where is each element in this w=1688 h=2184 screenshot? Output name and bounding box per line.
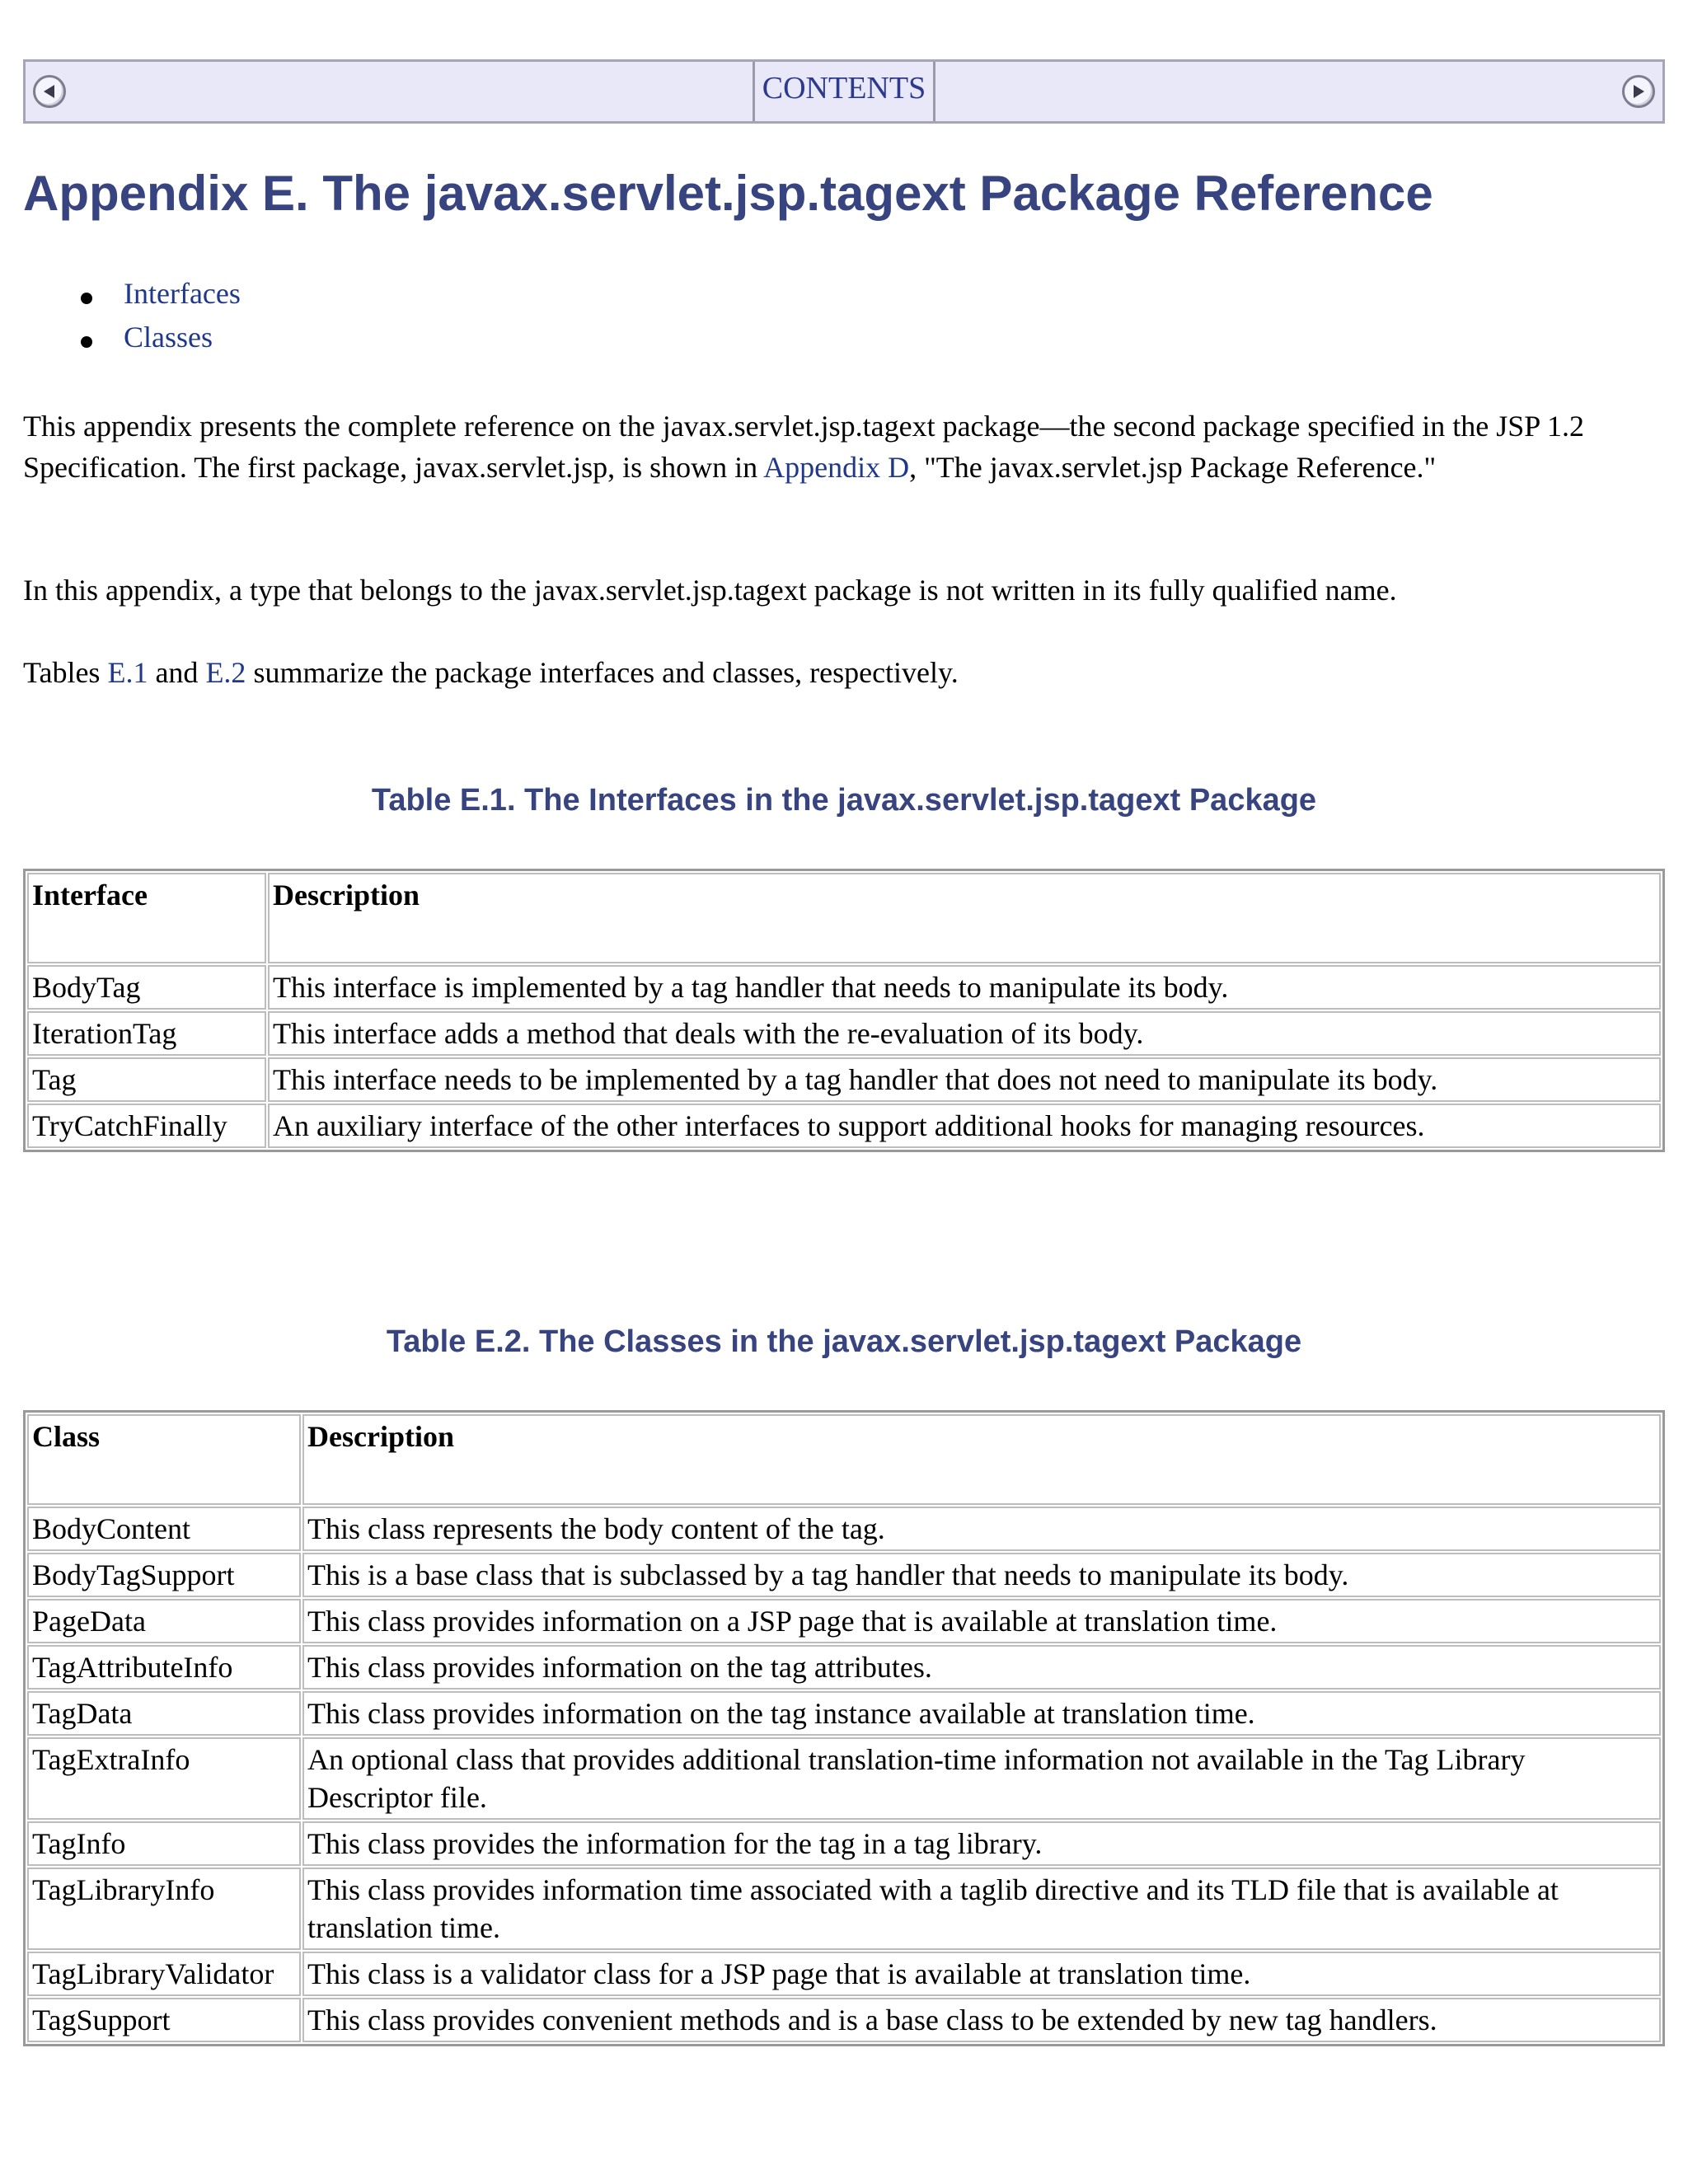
class-name: TagLibraryValidator: [27, 1952, 301, 1996]
table-header-row: [27, 1414, 1661, 1505]
class-description: An optional class that provides additional translation-time information not available in the Tag Library Descriptor file.: [302, 1737, 1661, 1820]
intro-text: Tables: [23, 656, 108, 689]
table-row: [27, 1952, 1661, 1996]
column-header: Interface: [27, 873, 266, 963]
nav-spacer-left: [73, 62, 753, 121]
table-row: [27, 1868, 1661, 1950]
class-description: This class provides the information for the tag in a tag library.: [302, 1821, 1661, 1866]
interface-description: An auxiliary interface of the other interfaces to support additional hooks for managing resources.: [268, 1104, 1661, 1148]
table-row: [27, 965, 1661, 1010]
table-row: [27, 1691, 1661, 1736]
table-row: [27, 1057, 1661, 1102]
toc-item: [82, 272, 241, 316]
class-name: TagSupport: [27, 1998, 301, 2042]
table-row: [27, 1599, 1661, 1643]
class-description: This class is a validator class for a JSP page that is available at translation time.: [302, 1952, 1661, 1996]
intro-paragraph-2: In this appendix, a type that belongs to the javax.servlet.jsp.tagext package is not written in its fully qualified name.: [23, 574, 1397, 607]
class-name: TagAttributeInfo: [27, 1645, 301, 1690]
contents-cell: [753, 62, 935, 121]
page-title: Appendix E. The javax.servlet.jsp.tagext Package Reference: [23, 166, 1433, 221]
table-row: [27, 1645, 1661, 1690]
table-of-contents: [82, 272, 241, 359]
class-name: PageData: [27, 1599, 301, 1643]
table-header-row: [27, 873, 1661, 963]
class-name: BodyTagSupport: [27, 1553, 301, 1597]
interface-description: This interface adds a method that deals with the re-evaluation of its body.: [268, 1011, 1661, 1056]
table-e1-caption: Table E.1. The Interfaces in the javax.servlet.jsp.tagext Package: [371, 783, 1317, 818]
previous-arrow-icon: [33, 75, 66, 108]
appendix-d-link[interactable]: Appendix D: [763, 451, 910, 484]
class-description: This is a base class that is subclassed by a tag handler that needs to manipulate its body.: [302, 1553, 1661, 1597]
class-description: This class provides information on the tag instance available at translation time.: [302, 1691, 1661, 1736]
column-header: Class: [27, 1414, 301, 1505]
class-description: This class provides information time associated with a taglib directive and its TLD file that is available at translation time.: [302, 1868, 1661, 1950]
table-e2-caption: Table E.2. The Classes in the javax.servlet.jsp.tagext Package: [386, 1324, 1302, 1359]
previous-button[interactable]: [26, 62, 73, 121]
table-row: [27, 1104, 1661, 1148]
table-row: [27, 1553, 1661, 1597]
class-name: TagLibraryInfo: [27, 1868, 301, 1950]
toc-link-interfaces[interactable]: Interfaces: [124, 277, 241, 310]
navigation-bar: [23, 59, 1665, 124]
next-button[interactable]: [1615, 62, 1662, 121]
table-e2-link[interactable]: E.2: [205, 656, 246, 689]
class-name: TagData: [27, 1691, 301, 1736]
class-name: TagInfo: [27, 1821, 301, 1866]
intro-text: summarize the package interfaces and classes, respectively.: [246, 656, 959, 689]
intro-text: , "The javax.servlet.jsp Package Reference.": [909, 451, 1437, 484]
interface-name: TryCatchFinally: [27, 1104, 266, 1148]
interface-name: Tag: [27, 1057, 266, 1102]
table-row: [27, 1737, 1661, 1820]
intro-paragraph-1: [23, 405, 1647, 488]
interface-name: IterationTag: [27, 1011, 266, 1056]
class-description: This class provides convenient methods and is a base class to be extended by new tag handlers.: [302, 1998, 1661, 2042]
intro-text: and: [148, 656, 206, 689]
next-arrow-icon: [1622, 75, 1655, 108]
class-description: This class represents the body content of the tag.: [302, 1507, 1661, 1551]
table-row: [27, 1011, 1661, 1056]
interface-description: This interface is implemented by a tag handler that needs to manipulate its body.: [268, 965, 1661, 1010]
table-e1-link[interactable]: E.1: [107, 656, 148, 689]
intro-text: This appendix presents the complete reference on the javax.servlet.jsp.tagext package—the second package specified in the JSP 1.2 Specification. The first package, javax.servlet.jsp, is shown in: [23, 410, 1584, 484]
toc-item: [82, 316, 241, 359]
interface-description: This interface needs to be implemented by a tag handler that does not need to manipulate its body.: [268, 1057, 1661, 1102]
column-header: Description: [302, 1414, 1661, 1505]
class-description: This class provides information on the tag attributes.: [302, 1645, 1661, 1690]
table-row: [27, 1998, 1661, 2042]
column-header: Description: [268, 873, 1661, 963]
interface-name: BodyTag: [27, 965, 266, 1010]
class-name: TagExtraInfo: [27, 1737, 301, 1820]
class-description: This class provides information on a JSP page that is available at translation time.: [302, 1599, 1661, 1643]
table-row: [27, 1821, 1661, 1866]
contents-link[interactable]: CONTENTS: [762, 71, 926, 105]
nav-spacer-right: [935, 62, 1615, 121]
intro-paragraph-3: [23, 652, 1647, 693]
toc-link-classes[interactable]: Classes: [124, 321, 213, 354]
table-row: [27, 1507, 1661, 1551]
classes-table: [23, 1410, 1665, 2046]
interfaces-table: [23, 869, 1665, 1152]
class-name: BodyContent: [27, 1507, 301, 1551]
